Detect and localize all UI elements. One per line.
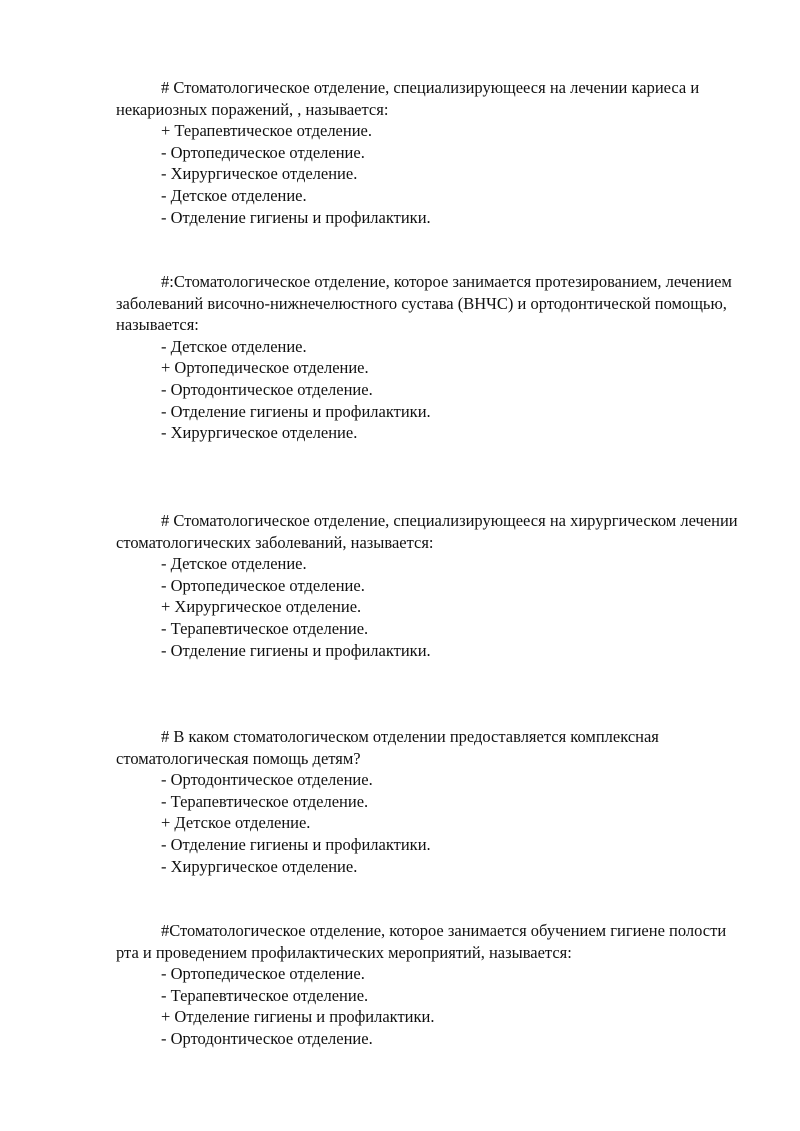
answer-option: + Хирургическое отделение. (161, 597, 362, 617)
answer-option: - Ортодонтическое отделение. (161, 379, 373, 399)
answer-option: + Детское отделение. (161, 813, 311, 833)
question-block (116, 920, 746, 1050)
answer-option: + Отделение гигиены и профилактики. (161, 1007, 435, 1027)
answer-options (116, 120, 746, 228)
answer-option: - Отделение гигиены и профилактики. (161, 207, 431, 227)
answer-option: - Детское отделение. (161, 336, 307, 356)
answer-option: - Хирургическое отделение. (161, 423, 358, 443)
answer-options (116, 336, 746, 444)
answer-option: - Отделение гигиены и профилактики. (161, 401, 431, 421)
answer-option: - Отделение гигиены и профилактики. (161, 640, 431, 660)
answer-option: - Отделение гигиены и профилактики. (161, 834, 431, 854)
question-text: # В каком стоматологическом отделении предоставляется комплексная стоматологическая помощь детям? (116, 727, 659, 768)
answer-option: - Ортодонтическое отделение. (161, 770, 373, 790)
answer-option: - Хирургическое отделение. (161, 856, 358, 876)
question-block (116, 77, 746, 228)
question-text: #:Стоматологическое отделение, которое занимается протезированием, лечением заболеваний височно-нижнечелюстного сустава (ВНЧС) и ортодонтической помощью, называется: (116, 272, 732, 335)
question-block (116, 510, 746, 661)
question-block (116, 726, 746, 877)
answer-option: - Ортопедическое отделение. (161, 142, 365, 162)
answer-option: - Терапевтическое отделение. (161, 618, 369, 638)
answer-options (116, 769, 746, 877)
question-text: #Стоматологическое отделение, которое занимается обучением гигиене полости рта и проведением профилактических мероприятий, называется: (116, 921, 727, 962)
answer-option: - Терапевтическое отделение. (161, 985, 369, 1005)
answer-option: - Детское отделение. (161, 185, 307, 205)
question-text: # Стоматологическое отделение, специализирующееся на хирургическом лечении стоматологических заболеваний, называется: (116, 511, 738, 552)
answer-option: - Ортопедическое отделение. (161, 575, 365, 595)
question-text: # Стоматологическое отделение, специализирующееся на лечении кариеса и некариозных поражений, , называется: (116, 78, 700, 119)
answer-options (116, 963, 746, 1049)
answer-option: - Детское отделение. (161, 554, 307, 574)
question-block (116, 271, 746, 444)
answer-options (116, 553, 746, 661)
answer-option: + Терапевтическое отделение. (161, 121, 372, 141)
answer-option: - Терапевтическое отделение. (161, 791, 369, 811)
answer-option: - Ортодонтическое отделение. (161, 1028, 373, 1048)
answer-option: - Ортопедическое отделение. (161, 964, 365, 984)
answer-option: - Хирургическое отделение. (161, 164, 358, 184)
answer-option: + Ортопедическое отделение. (161, 358, 369, 378)
